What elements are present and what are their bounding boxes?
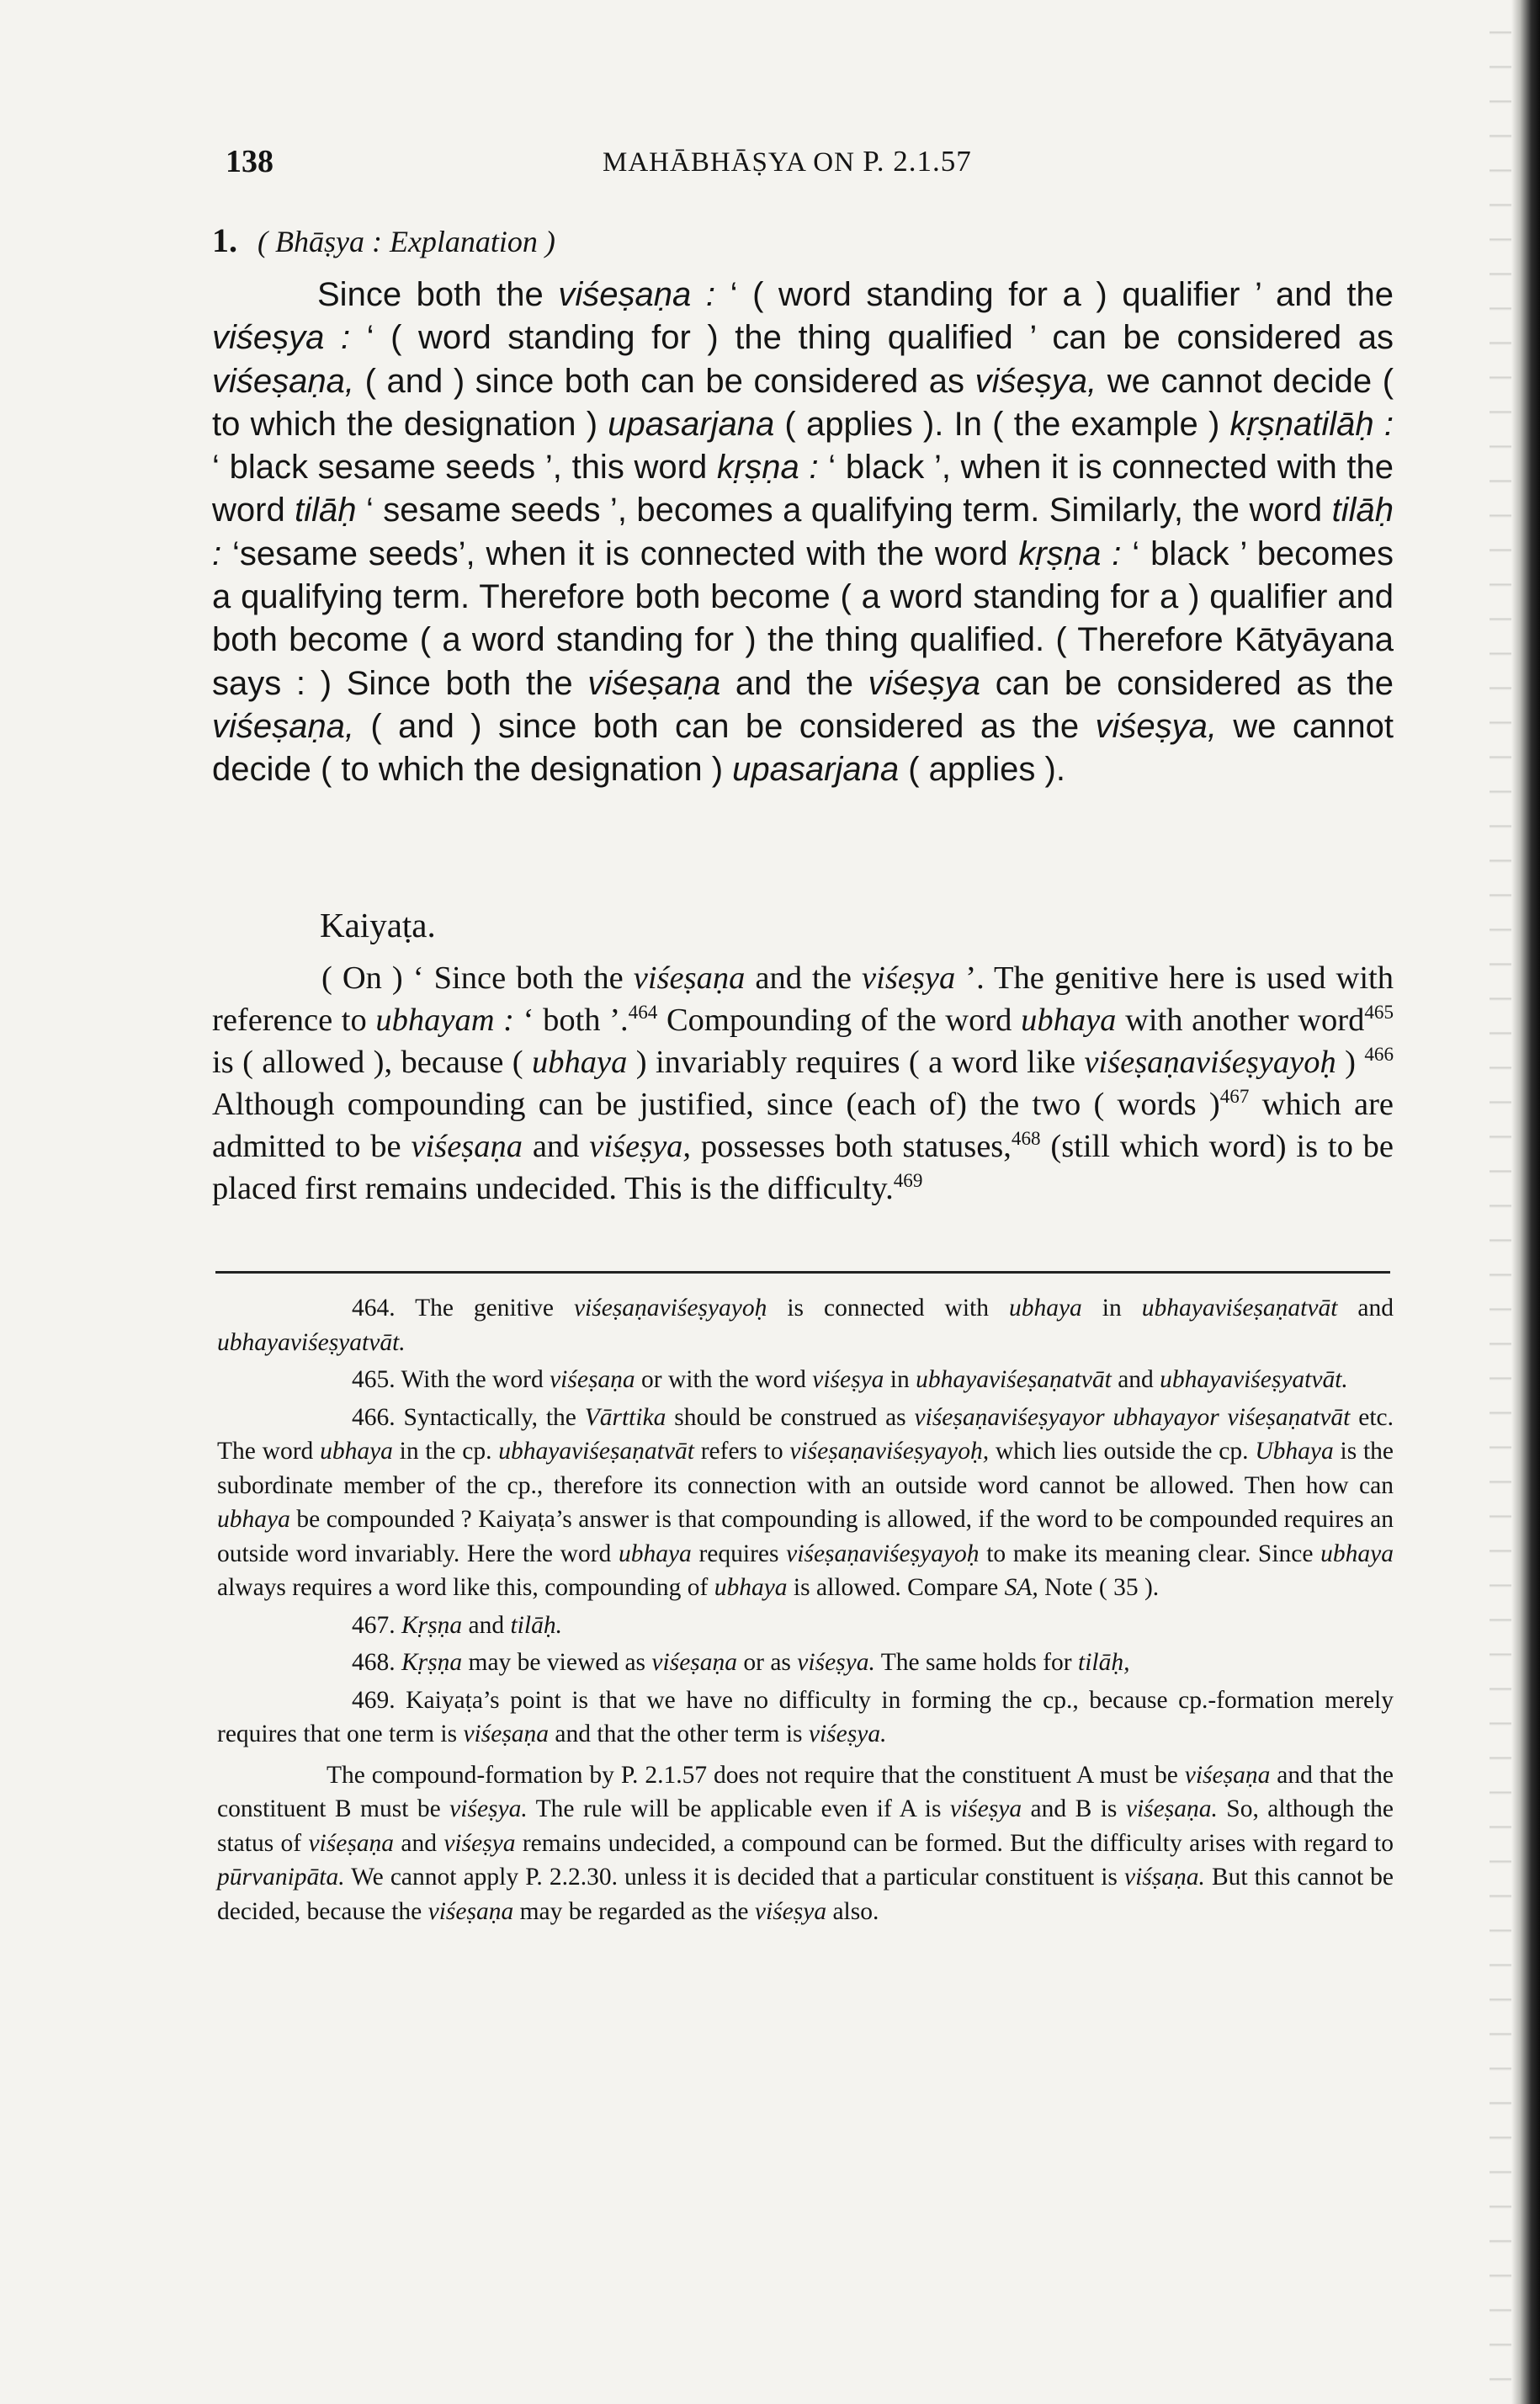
page-header xyxy=(226,143,1429,194)
bhasya-paragraph: Since both the viśeṣaṇa : ‘ ( word standing for a ) qualifier ’ and the viśeṣya : ‘ ( word standing for ) the thing qualified ’ can be considered as viśeṣaṇa, ( and ) since both can be considered as viśeṣya, we cannot decide ( to which the designation ) upasarjana ( applies ). In ( the example ) kṛṣṇatilāḥ : ‘ black sesame seeds ’, this word kṛṣṇa : ‘ black ’, when it is connected with the word tilāḥ ‘ sesame seeds ’, becomes a qualifying term. Similarly, the word tilāḥ : ‘sesame seeds’, when it is connected with the word kṛṣṇa : ‘ black ’ becomes a qualifying term. Therefore both become ( a word standing for a ) qualifier and both become ( a word standing for ) the thing qualified. ( Therefore Kātyāyana says : ) Since both the viśeṣaṇa and the viśeṣya can be considered as the viśeṣaṇa, ( and ) since both can be considered as the viśeṣya, we cannot decide ( to which the designation ) upasarjana ( applies ). xyxy=(212,276,1394,789)
running-title-text: MAHĀBHĀṢYA ON xyxy=(603,147,855,178)
footnote-468: 468. Kṛṣṇa may be viewed as viśeṣaṇa or as viśeṣya. The same holds for tilāḥ, xyxy=(352,1649,1130,1676)
section-label: ( Bhāṣya : Explanation ) xyxy=(258,225,555,258)
section-heading xyxy=(212,221,555,260)
footnotes xyxy=(217,1291,1394,1932)
footnote-ref-466: 466 xyxy=(1364,1043,1394,1066)
sutra-reference: P. 2.1.57 xyxy=(863,145,972,178)
footnote-ref-468: 468 xyxy=(1011,1127,1041,1150)
footnote-465: 465. With the word viśeṣaṇa or with the word viśeṣya in ubhayaviśeṣaṇatvāt and ubhayaviśeṣyatvāt. xyxy=(352,1366,1348,1393)
page-number: 138 xyxy=(226,144,273,179)
footnote-ref-465: 465 xyxy=(1364,1001,1394,1024)
scan-edge-specks xyxy=(1490,0,1511,2404)
footnote-ref-464: 464 xyxy=(628,1001,658,1024)
footnote-467: 467. Kṛṣṇa and tilāḥ. xyxy=(352,1611,562,1639)
footnote-ref-469: 469 xyxy=(893,1169,923,1192)
section-number: 1. xyxy=(212,221,237,259)
footnote-ref-467: 467 xyxy=(1219,1085,1250,1108)
footnote-469: 469. Kaiyaṭa’s point is that we have no difficulty in forming the cp., because cp.-formation merely requires that one term is viśeṣaṇa and that the other term is viśeṣya. xyxy=(217,1686,1394,1747)
footnote-divider xyxy=(215,1271,1390,1274)
kaiyata-paragraph: ( On ) ‘ Since both the viśeṣaṇa and the viśeṣya ’. The genitive here is used with reference to ubhayam : ‘ both ’.$^{464}$ Compounding of the word ubhaya with another word$^{465}$ is ( allowed ), because ( ubhaya ) invariably requires ( a word like viśeṣaṇaviśeṣyayoḥ ) $^{466}$ Although compounding can be justified, since (each of) the two ( words )$^{467}$ which are admitted to be viśeṣaṇa and viśeṣya, possesses both statuses,$^{468}$ (still which word) is to be placed first remains undecided. This is the difficulty.$^{469}$ xyxy=(212,960,1394,1206)
kaiyata-text xyxy=(212,957,1394,1210)
running-title xyxy=(603,145,972,178)
footnote-464: 464. The genitive viśeṣaṇaviśeṣyayoḥ is connected with ubhaya in ubhayaviśeṣaṇatvāt and ubhayaviśeṣyatvāt. xyxy=(217,1295,1394,1356)
bhasya-text xyxy=(212,274,1394,792)
scan-edge-shadow xyxy=(1511,0,1540,2404)
kaiyata-heading: Kaiyaṭa. xyxy=(320,906,436,944)
footnote-469-continued: The compound-formation by P. 2.1.57 does not require that the constituent A must be viśeṣaṇa and that the constituent B must be viśeṣya. The rule will be applicable even if A is viśeṣya and B is viśeṣaṇa. So, although the status of viśeṣaṇa and viśeṣya remains undecided, a compound can be formed. But the difficulty arises with regard to pūrvanipāta. We cannot apply P. 2.2.30. unless it is decided that a particular constituent is viśṣaṇa. But this cannot be decided, because the viśeṣaṇa may be regarded as the viśeṣya also. xyxy=(217,1761,1394,1925)
footnote-466: 466. Syntactically, the Vārttika should be construed as viśeṣaṇaviśeṣyayor ubhayayor viśeṣaṇatvāt etc. The word ubhaya in the cp. ubhayaviśeṣaṇatvāt refers to viśeṣaṇaviśeṣyayoḥ, which lies outside the cp. Ubhaya is the subordinate member of the cp., therefore its connection with an outside word cannot be allowed. Then how can ubhaya be compounded ? Kaiyaṭa’s answer is that compounding is allowed, if the word to be compounded requires an outside word invariably. Here the word ubhaya requires viśeṣaṇaviśeṣyayoḥ to make its meaning clear. Since ubhaya always requires a word like this, compounding of ubhaya is allowed. Compare SA, Note ( 35 ). xyxy=(217,1403,1394,1601)
